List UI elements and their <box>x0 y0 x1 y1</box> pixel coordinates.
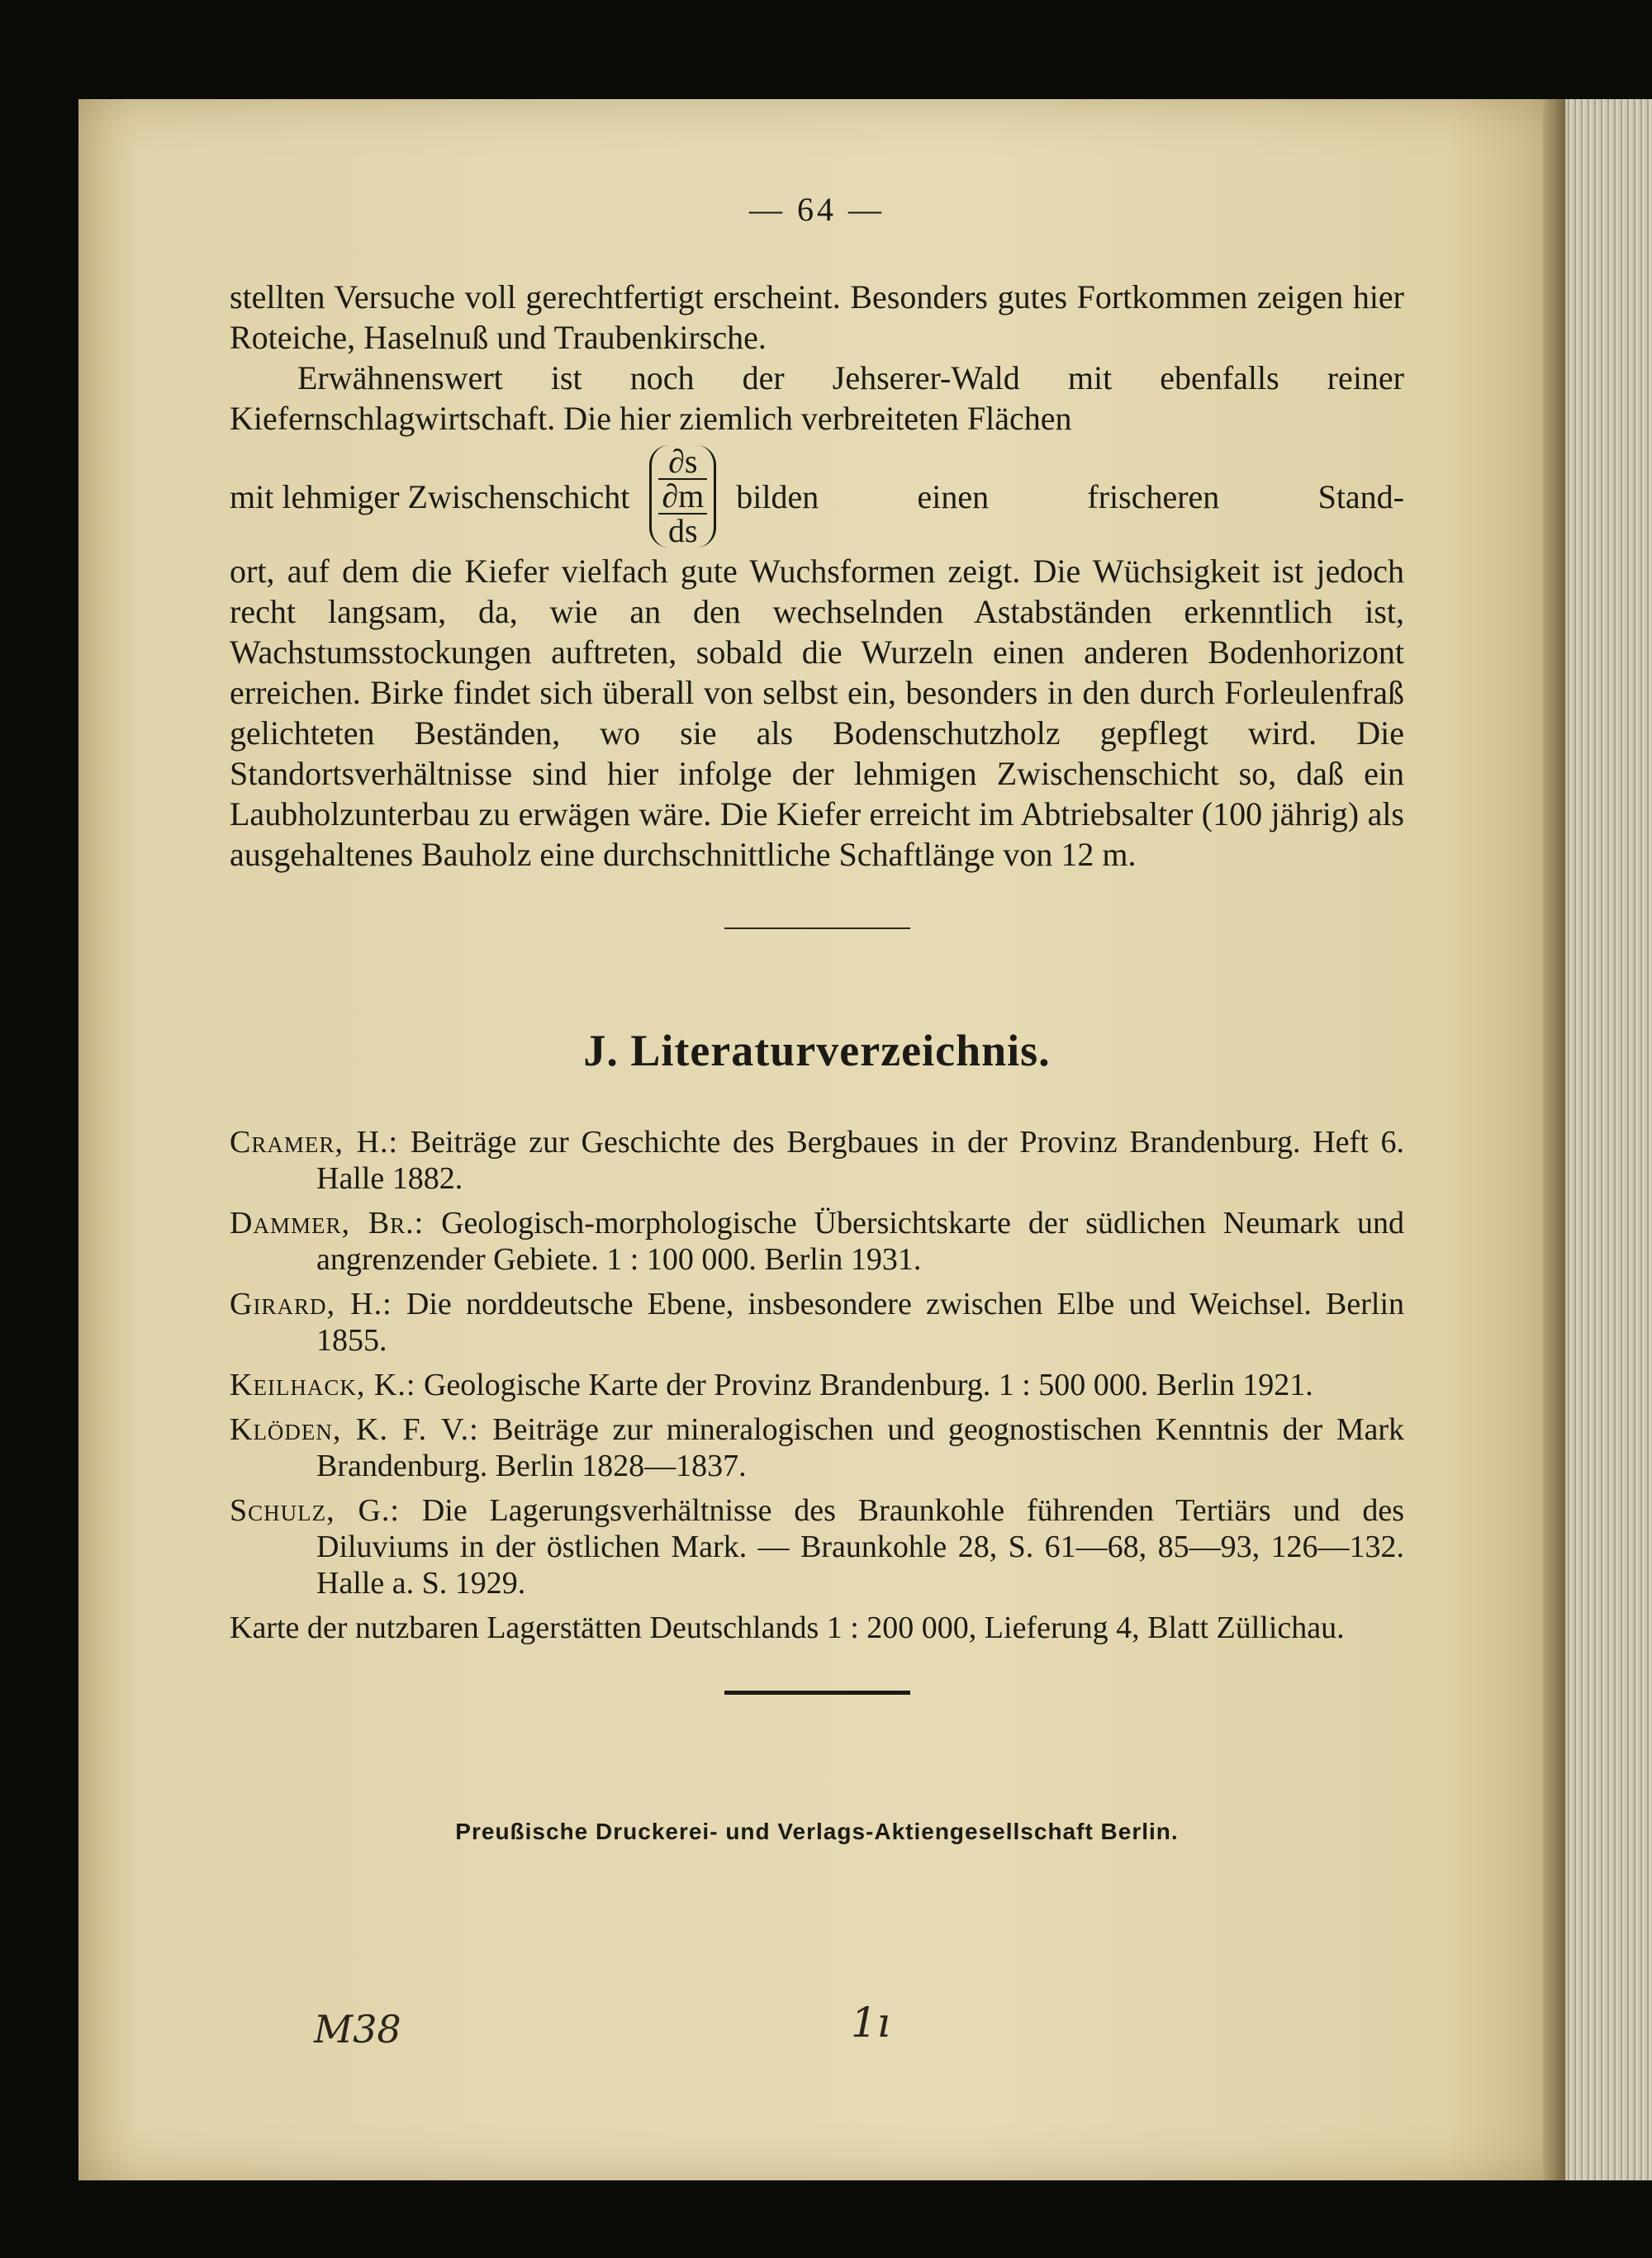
reference-text: Karte der nutzbaren Lagerstätten Deutschlands 1 : 200 000, Lieferung 4, Blatt Züllichau. <box>230 1610 1345 1645</box>
reference-item <box>230 1411 1404 1484</box>
reference-author: Dammer, Br.: <box>230 1206 425 1240</box>
page-content <box>230 190 1404 1845</box>
section-divider <box>724 927 910 929</box>
formula-before-text: mit lehmiger Zwischenschicht <box>230 477 630 515</box>
end-rule <box>724 1691 910 1695</box>
formula-bottom: ds <box>667 512 698 549</box>
book-spine <box>1565 99 1652 2180</box>
reference-list <box>230 1124 1404 1646</box>
page-number: — 64 — <box>749 191 885 228</box>
reference-text: Beiträge zur mineralogischen und geognostischen Kenntnis der Mark Brandenburg. Berlin 1828—1837. <box>316 1412 1405 1483</box>
formula-mid: ∂m <box>658 478 707 515</box>
reference-item <box>230 1367 1404 1403</box>
reference-item <box>230 1205 1404 1278</box>
paragraph-3: ort, auf dem die Kiefer vielfach gute Wuchsformen zeigt. Die Wüchsigkeit ist jedoch recht langsam, da, wie an den wechselnden Astabständen erkenntlich ist, Wachstumsstockungen auftreten, sobald die Wurzeln einen anderen Bodenhorizont erreichen. Birke findet sich überall von selbst ein, besonders in den durch Forleulenfraß gelichteten Beständen, wo sie als Bodenschutzholz gepflegt wird. Die Standortsverhältnisse sind hier infolge der lehmigen Zwischenschicht so, daß ein Laubholzunterbau zu erwägen wäre. Die Kiefer erreicht im Abtriebsalter (100 jährig) als ausgehaltenes Bauholz eine durchschnittliche Schaftlänge von 12 m. <box>230 553 1404 873</box>
soil-formula <box>649 445 716 548</box>
reference-item <box>230 1610 1404 1646</box>
handwritten-note-left: M38 <box>314 2007 401 2052</box>
reference-item <box>230 1124 1404 1197</box>
reference-author: Cramer, H.: <box>230 1125 399 1160</box>
reference-text: Die norddeutsche Ebene, insbesondere zwischen Elbe und Weichsel. Berlin 1855. <box>316 1287 1405 1358</box>
reference-text: Geologische Karte der Provinz Brandenburg. 1 : 500 000. Berlin 1921. <box>423 1368 1313 1402</box>
formula-top: ∂s <box>668 443 698 480</box>
formula-after-text: bilden einen frischeren Stand- <box>736 477 1404 515</box>
reference-text: Geologisch-morphologische Übersichtskarte der südlichen Neumark und angrenzender Gebiete. 1 : 100 000. Berlin 1931. <box>316 1206 1405 1277</box>
reference-author: Keilhack, K.: <box>230 1368 416 1402</box>
reference-text: Beiträge zur Geschichte des Bergbaues in der Provinz Brandenburg. Heft 6. Halle 1882. <box>316 1125 1404 1196</box>
reference-item <box>230 1492 1404 1601</box>
handwritten-note-center: 1ı <box>851 1999 890 2047</box>
printer-imprint: Preußische Druckerei- und Verlags-Aktiengesellschaft Berlin. <box>455 1819 1179 1844</box>
reference-author: Klöden, K. F. V.: <box>230 1412 479 1447</box>
reference-text: Die Lagerungsverhältnisse des Braunkohle führenden Tertiärs und des Diluviums in der östlichen Mark. — Braunkohle 28, S. 61—68, 85—93, 126—132. Halle a. S. 1929. <box>316 1493 1405 1601</box>
reference-author: Schulz, G.: <box>230 1493 400 1528</box>
paragraph-1: stellten Versuche voll gerechtfertigt erscheint. Besonders gutes Fortkommen zeigen hier Roteiche, Haselnuß und Traubenkirsche. <box>230 278 1404 356</box>
reference-author: Girard, H.: <box>230 1287 392 1321</box>
page-binding-edge <box>1543 99 1568 2180</box>
paragraph-2: Erwähnenswert ist noch der Jehserer-Wald mit ebenfalls reiner Kiefernschlagwirtschaft. Die hier ziemlich verbreiteten Flächen <box>230 359 1404 437</box>
formula-line <box>230 444 1404 549</box>
section-heading: J. Literaturverzeichnis. <box>583 1026 1051 1075</box>
reference-item <box>230 1286 1404 1359</box>
